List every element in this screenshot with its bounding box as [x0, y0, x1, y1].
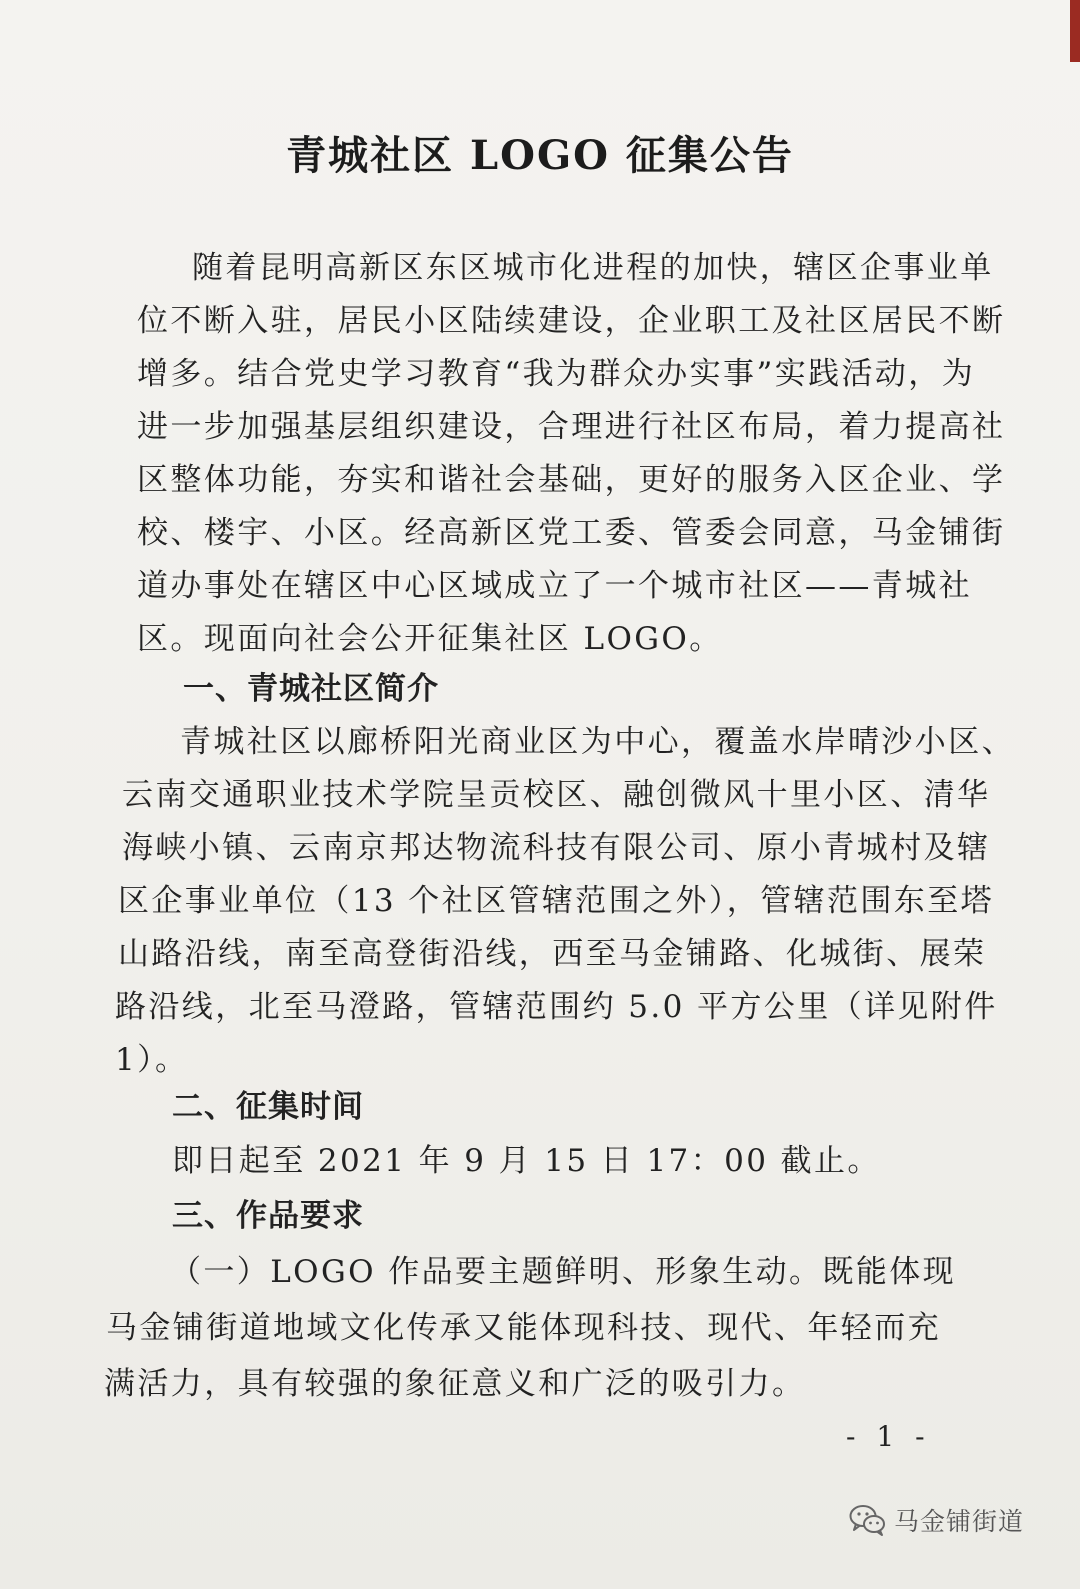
section-line: 山路沿线，南至高登街沿线，西至马金铺路、化城街、展荣: [118, 936, 987, 972]
wechat-icon: [848, 1503, 888, 1537]
section-line: 青城社区以廊桥阳光商业区为中心，覆盖水岸晴沙小区、: [180, 724, 1015, 760]
section-line: 区企事业单位（13 个社区管辖范围之外），管辖范围东至塔: [118, 883, 994, 919]
intro-line: 区。现面向社会公开征集社区 LOGO。: [137, 621, 723, 657]
page-edge-bar: [1070, 0, 1080, 62]
page-number: - 1 -: [846, 1420, 931, 1453]
intro-line: 道办事处在辖区中心区域成立了一个城市社区——青城社: [137, 568, 972, 604]
watermark-text: 马金铺街道: [894, 1507, 1025, 1536]
watermark: [848, 1500, 1024, 1540]
section-line: 满活力，具有较强的象征意义和广泛的吸引力。: [104, 1366, 806, 1402]
intro-line: 区整体功能，夯实和谐社会基础，更好的服务入区企业、学: [137, 462, 1006, 498]
section-line: （一）LOGO 作品要主题鲜明、形象生动。既能体现: [170, 1254, 957, 1290]
section-line: 即日起至 2021 年 9 月 15 日 17：00 截止。: [172, 1143, 881, 1179]
section-line: 海峡小镇、云南京邦达物流科技有限公司、原小青城村及辖: [122, 830, 991, 866]
section-line: 马金铺街道地域文化传承又能体现科技、现代、年轻而充: [106, 1310, 941, 1346]
section-line: 云南交通职业技术学院呈贡校区、融创微风十里小区、清华: [122, 777, 991, 813]
document-title: 青城社区 LOGO 征集公告: [286, 132, 794, 179]
intro-line: 校、楼宇、小区。经高新区党工委、管委会同意，马金铺街: [137, 515, 1006, 551]
intro-line: 进一步加强基层组织建设，合理进行社区布局，着力提高社: [137, 409, 1006, 445]
intro-line: 位不断入驻，居民小区陆续建设，企业职工及社区居民不断: [137, 303, 1006, 339]
section-line: 1）。: [115, 1042, 189, 1078]
section-heading: 二、征集时间: [172, 1089, 364, 1125]
section-line: 路沿线，北至马澄路，管辖范围约 5.0 平方公里（详见附件: [115, 989, 998, 1025]
section-heading: 一、青城社区简介: [183, 671, 439, 707]
intro-line: 随着昆明高新区东区城市化进程的加快，辖区企事业单: [192, 250, 994, 286]
intro-line: 增多。结合党史学习教育“我为群众办实事”实践活动，为: [137, 356, 976, 392]
section-heading: 三、作品要求: [172, 1198, 364, 1234]
